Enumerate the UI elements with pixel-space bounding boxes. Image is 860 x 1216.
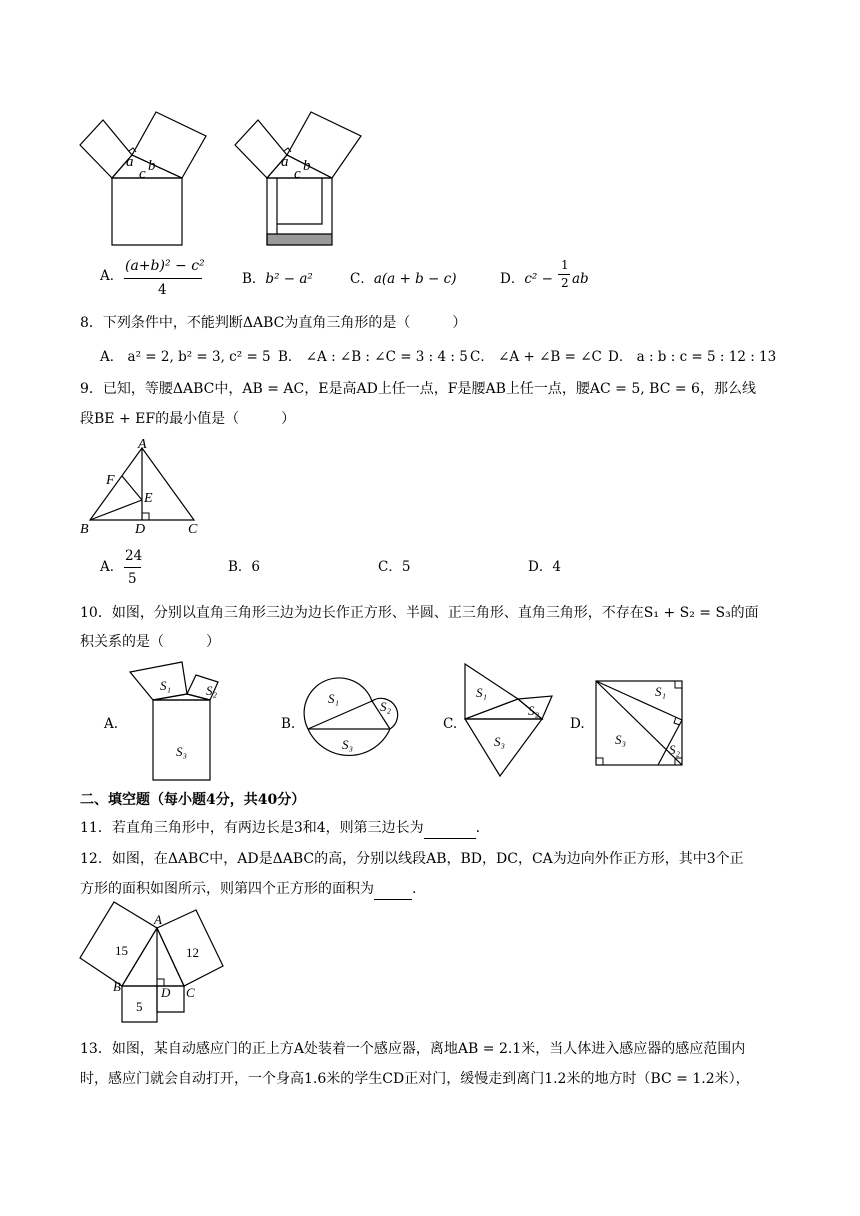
q13-stem-line1: 13．如图，某自动感应门的正上方A处装着一个感应器，离地AB = 2.1米，当人体进入感应器的感应范围内	[80, 1041, 746, 1057]
svg-text:E: E	[144, 491, 153, 506]
svg-text:b: b	[303, 158, 311, 174]
q7-option-d-tail: ab	[572, 271, 589, 287]
svg-text:S₁: S₁	[655, 684, 667, 699]
q12-stem-line1: 12．如图，在ΔABC中，AD是ΔABC的高，分别以线段AB，BD，DC，CA为边向外作正方形，其中3个正	[80, 851, 744, 867]
q8-stem: 8．下列条件中，不能判断ΔABC为直角三角形的是（ ）	[80, 315, 467, 331]
q7-option-a-denominator: 4	[158, 282, 167, 298]
q10-label-a: A.	[104, 716, 119, 732]
answer-blank[interactable]	[374, 879, 412, 900]
svg-text:b: b	[148, 158, 156, 174]
q10-label-d: D.	[570, 716, 585, 732]
option-key: A．	[100, 268, 124, 284]
q10-label-c: C.	[443, 716, 458, 732]
svg-text:F: F	[106, 473, 115, 488]
q10-stem-line1: 10．如图，分别以直角三角形三边为边长作正方形、半圆、正三角形、直角三角形，不存在S₁ + S₂ = S₃的面	[80, 605, 759, 621]
svg-text:S₁: S₁	[328, 691, 340, 706]
svg-text:a: a	[281, 154, 289, 170]
svg-text:S₃: S₃	[494, 734, 506, 749]
q10-figure-a-squares	[130, 662, 240, 782]
svg-text:5: 5	[136, 999, 143, 1014]
svg-text:A: A	[154, 912, 162, 927]
q8-option-b: B． ∠A : ∠B : ∠C = 3 : 4 : 5	[278, 349, 468, 365]
svg-text:S₂: S₂	[206, 683, 218, 698]
q7-option-a-numerator: (a+b)² − c²	[125, 258, 205, 274]
q7-option-d: D．c² −	[500, 271, 553, 287]
q9-option-d: D．4	[528, 559, 561, 575]
q7-option-c: C．a(a + b − c)	[350, 271, 457, 287]
q7-option-b: B．b² − a²	[242, 271, 313, 287]
q9-triangle-figure	[78, 437, 208, 537]
q8-option-c: C． ∠A + ∠B = ∠C	[470, 349, 602, 365]
svg-text:C: C	[188, 522, 198, 537]
q9-option-a-numerator: 24	[125, 548, 143, 564]
q9-option-a-denominator: 5	[128, 571, 137, 587]
q12-squares-figure	[78, 900, 228, 1025]
fraction-bar	[558, 274, 570, 275]
svg-text:S₃: S₃	[615, 732, 627, 747]
q9-stem-line2: 段BE + EF的最小值是（ ）	[80, 411, 296, 427]
svg-text:D: D	[161, 985, 171, 1000]
svg-text:S₃: S₃	[342, 737, 354, 752]
svg-text:c: c	[294, 166, 301, 182]
q7-option-d-fraction-num: 1	[561, 258, 569, 272]
q13-stem-line2: 时，感应门就会自动打开，一个身高1.6米的学生CD正对门，缓慢走到离门1.2米的地方时（BC = 1.2米），	[80, 1071, 750, 1087]
section-heading-fill-in: 二、填空题（每小题4分，共40分）	[80, 792, 306, 808]
q9-stem-line1: 9．已知，等腰ΔABC中，AB = AC，E是高AD上任一点，F是腰AB上任一点，腰AC = 5, BC = 6，那么线	[80, 381, 756, 397]
svg-text:D: D	[135, 522, 146, 537]
svg-text:S₂: S₂	[380, 699, 392, 714]
q9-option-b: B．6	[228, 559, 261, 575]
svg-text:S₁: S₁	[476, 685, 488, 700]
q8-option-d: D． a : b : c = 5 : 12 : 13	[608, 349, 777, 365]
answer-blank[interactable]	[424, 818, 476, 839]
q11-stem: 11．若直角三角形中，有两边长是3和4，则第三边长为 .	[80, 818, 480, 839]
q12-stem-line2: 方形的面积如图所示，则第四个正方形的面积为 .	[80, 879, 416, 900]
q8-option-a: A． a² = 2, b² = 3, c² = 5	[100, 349, 271, 365]
q9-option-a: A．	[100, 559, 124, 575]
q10-figure-c-triangles	[462, 664, 562, 779]
svg-text:S₂: S₂	[669, 742, 681, 757]
fraction-bar	[124, 278, 202, 279]
q9-option-c: C．5	[378, 559, 411, 575]
q10-figure-b-semicircles	[300, 668, 420, 778]
svg-text:S₂: S₂	[528, 703, 540, 718]
svg-text:12: 12	[186, 945, 199, 960]
svg-text:S₃: S₃	[176, 744, 188, 759]
q7-option-a	[100, 266, 123, 286]
svg-text:A: A	[138, 437, 147, 452]
q10-label-b: B.	[281, 716, 296, 732]
q10-stem-line2: 积关系的是（ ）	[80, 634, 220, 650]
svg-text:c: c	[139, 166, 146, 182]
q7-figure-left	[78, 100, 218, 245]
svg-text:B: B	[80, 522, 89, 537]
svg-text:a: a	[126, 154, 134, 170]
svg-text:C: C	[186, 985, 195, 1000]
q7-option-d-fraction-den: 2	[561, 276, 569, 290]
svg-text:S₁: S₁	[160, 678, 172, 693]
fraction-bar	[124, 567, 141, 568]
q10-figure-d-right-triangles	[593, 678, 685, 768]
svg-text:15: 15	[115, 943, 128, 958]
q7-figure-right	[233, 100, 373, 245]
svg-text:B: B	[113, 979, 121, 994]
